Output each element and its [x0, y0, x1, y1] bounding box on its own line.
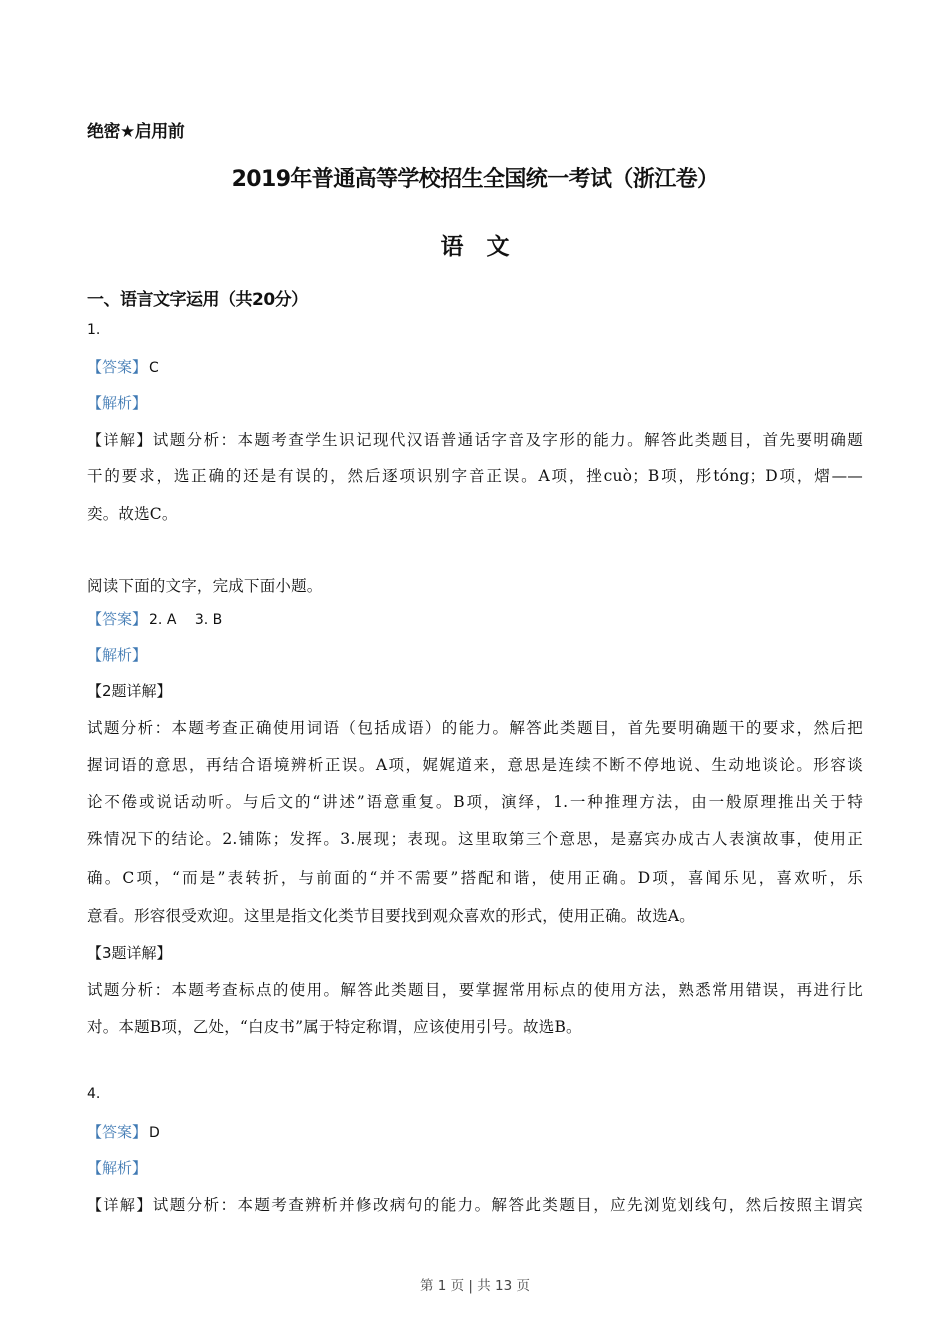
subject-title: 语 文 [440, 234, 510, 260]
question-number-4: 4. [87, 1086, 101, 1102]
detail-text: 试题分析：本题考查辨析并修改病句的能力。解答此类题目，应先浏览划线句，然后按照主谓宾 [152, 1196, 863, 1214]
detail-text: 试题分析：本题考查学生识记现代汉语普通话字音及字形的能力。解答此类题目，首先要明确题 [152, 431, 863, 449]
sub-detail-label-3: 【3题详解】 [87, 944, 172, 962]
detail-line [87, 1193, 863, 1215]
answer-value: 2. A 3. B [149, 612, 223, 628]
page-footer: 第 1 页 | 共 13 页 [419, 1278, 531, 1294]
detail-label: 【详解】 [87, 431, 153, 449]
detail-line: 论不倦或说话动听。与后文的“讲述”语意重复。B项，演绎，1.一种推理方法，由一般原理推出关于特 [87, 793, 863, 811]
answer-row-2-3 [87, 608, 222, 629]
detail-line: 殊情况下的结论。2.铺陈；发挥。3.展现；表现。这里取第三个意思，是嘉宾办成古人表演故事，使用正 [87, 830, 863, 848]
detail-line: 意看。形容很受欢迎。这里是指文化类节目要找到观众喜欢的形式，使用正确。故选A。 [87, 907, 695, 925]
detail-line: 试题分析：本题考查正确使用词语（包括成语）的能力。解答此类题目，首先要明确题干的要求，然后把 [87, 719, 863, 737]
analysis-label: 【解析】 [87, 1159, 148, 1177]
analysis-label: 【解析】 [87, 394, 148, 412]
answer-label: 【答案】 [87, 1123, 148, 1141]
detail-label: 【详解】 [87, 1196, 153, 1214]
answer-value: D [149, 1125, 160, 1141]
detail-line: 干的要求，选正确的还是有误的，然后逐项识别字音正误。A项，挫cuò；B项，彤tóng；D项，熠—— [87, 467, 863, 485]
detail-line: 对。本题B项，乙处，“白皮书”属于特定称谓，应该使用引号。故选B。 [87, 1018, 582, 1036]
detail-line: 握词语的意思，再结合语境辨析正误。A项，娓娓道来，意思是连续不断不停地说、生动地谈论。形容谈 [87, 756, 863, 774]
answer-label: 【答案】 [87, 610, 148, 628]
detail-line: 确。C项，“而是”表转折，与前面的“并不需要”搭配和谐，使用正确。D项，喜闻乐见，喜欢听，乐 [87, 869, 863, 887]
sub-detail-label-2: 【2题详解】 [87, 682, 172, 700]
detail-line: 试题分析：本题考查标点的使用。解答此类题目，要掌握常用标点的使用方法，熟悉常用错误，再进行比 [87, 981, 863, 999]
answer-value: C [149, 360, 159, 376]
detail-line [87, 428, 863, 450]
answer-row-1 [87, 356, 159, 377]
section-heading: 一、语言文字运用（共20分） [87, 290, 308, 310]
question-number-1: 1. [87, 322, 101, 338]
detail-line: 奕。故选C。 [87, 505, 178, 523]
analysis-label: 【解析】 [87, 646, 148, 664]
answer-label: 【答案】 [87, 358, 148, 376]
answer-row-4 [87, 1121, 160, 1142]
confidential-mark: 绝密★启用前 [87, 122, 185, 142]
exam-title: 2019年普通高等学校招生全国统一考试（浙江卷） [231, 167, 719, 192]
reading-intro: 阅读下面的文字，完成下面小题。 [87, 577, 323, 595]
